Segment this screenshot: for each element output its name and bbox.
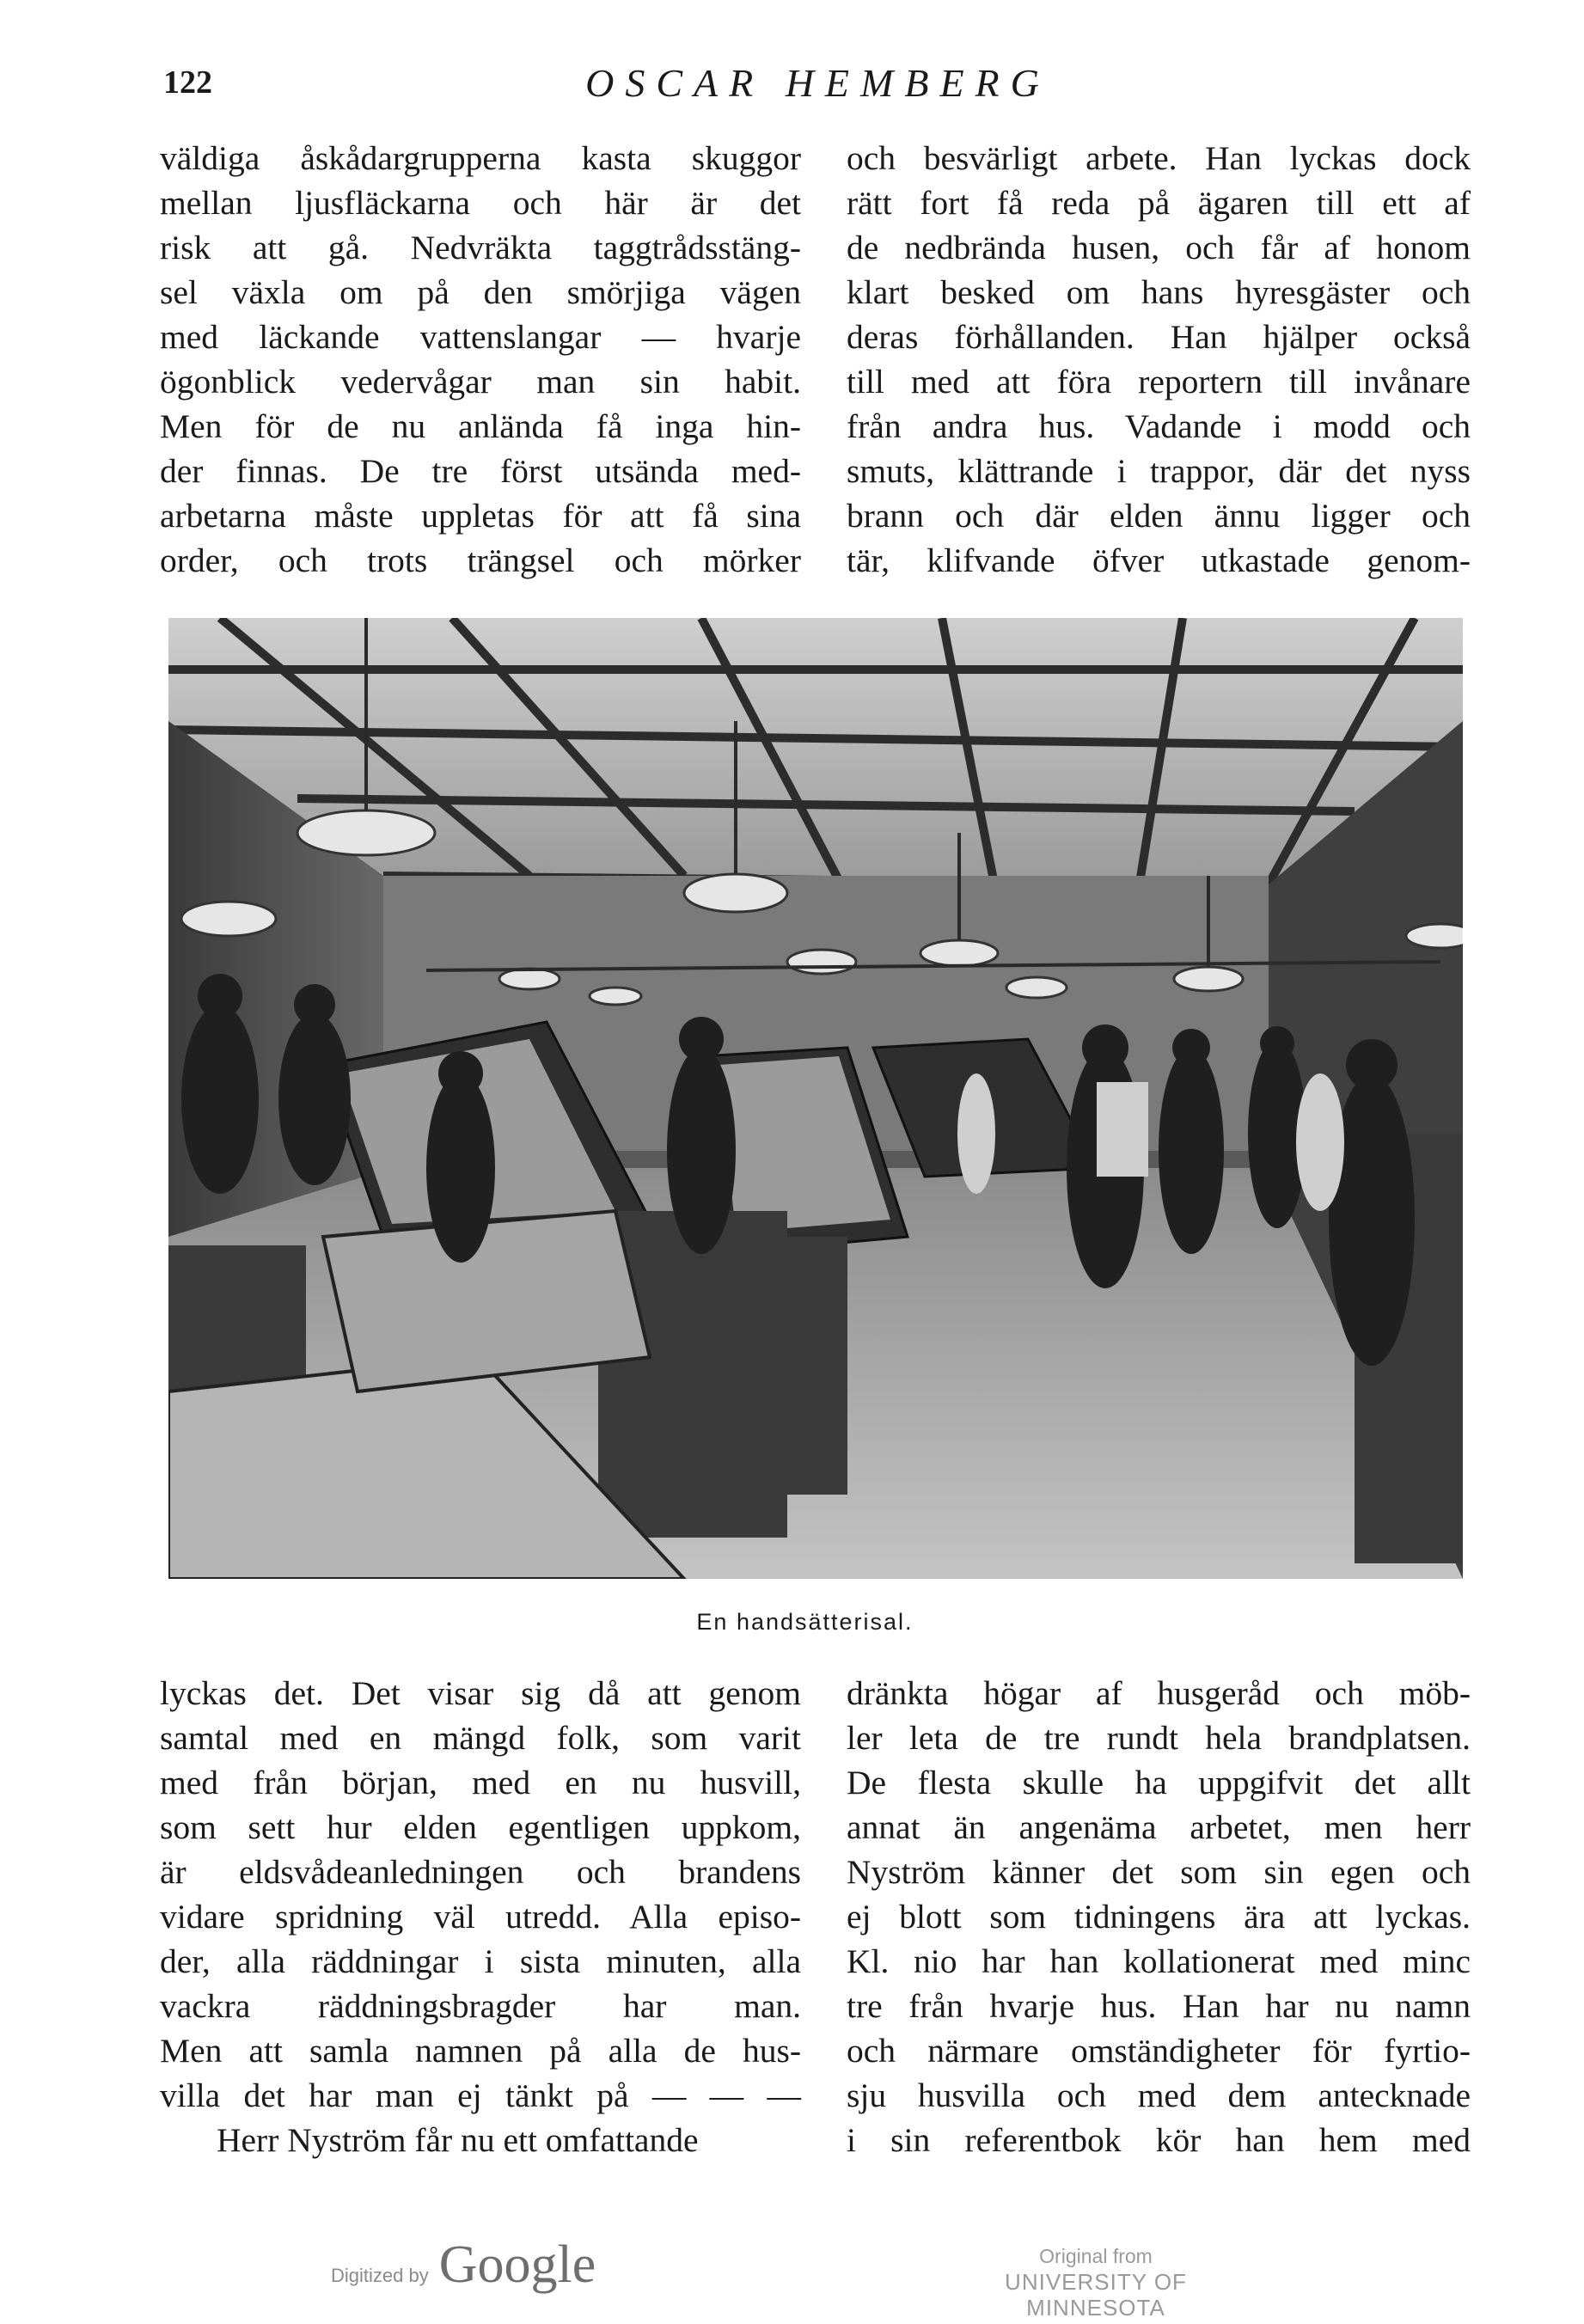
text-line: Kl. nio har han kollationerat med minc	[847, 1942, 1471, 1980]
column-top-left	[160, 136, 801, 583]
text-line: der finnas. De tre först utsända med-	[160, 452, 801, 490]
text-line: dränkta högar af husgeråd och möb-	[847, 1674, 1471, 1712]
text-line: vackra räddningsbragder har man.	[160, 1987, 801, 2025]
text-line: vidare spridning väl utredd. Alla episo-	[160, 1898, 801, 1936]
page-number: 122	[163, 64, 212, 101]
column-bottom-right	[847, 1671, 1471, 2162]
google-logo: Google	[438, 2235, 596, 2294]
digitized-by-label: Digitized by	[331, 2265, 429, 2286]
text-line: Men att samla namnen på alla de hus-	[160, 2032, 801, 2070]
column-top-right	[847, 136, 1471, 583]
text-line: Men för de nu anlända få inga hin-	[160, 407, 801, 445]
text-line: med från början, med en nu husvill,	[160, 1764, 801, 1801]
text-line: arbetarna måste uppletas för att få sina	[160, 497, 801, 535]
text-line: som sett hur elden egentligen uppkom,	[160, 1808, 801, 1846]
text-line: tär, klifvande öfver utkastade genom-	[847, 541, 1471, 579]
text-line: och närmare omständigheter för fyrtio-	[847, 2032, 1471, 2070]
text-line: med läckande vattenslangar — hvarje	[160, 318, 801, 356]
photo-typesetting-hall	[168, 618, 1463, 1579]
text-line: annat än angenäma arbetet, men herr	[847, 1808, 1471, 1846]
text-line: från andra hus. Vadande i modd och	[847, 407, 1471, 445]
footer-digitized-by	[331, 2235, 596, 2296]
text-line: sel växla om på den smörjiga vägen	[160, 273, 801, 311]
text-line: De flesta skulle ha uppgifvit det allt	[847, 1764, 1471, 1801]
text-line: order, och trots trängsel och mörker	[160, 541, 801, 579]
text-line: ej blott som tidningens ära att lyckas.	[847, 1898, 1471, 1936]
text-line: väldiga åskådargrupperna kasta skuggor	[160, 139, 801, 177]
institution-label: UNIVERSITY OF MINNESOTA	[1005, 2269, 1187, 2321]
text-line: Herr Nyström får nu ett omfattande	[217, 2121, 699, 2159]
text-line: ögonblick vedervågar man sin habit.	[160, 363, 801, 401]
text-line: tre från hvarje hus. Han har nu namn	[847, 1987, 1471, 2025]
text-line: i sin referentbok kör han hem med	[847, 2121, 1471, 2159]
text-line: smuts, klättrande i trappor, där det nyss	[847, 452, 1471, 490]
text-line: klart besked om hans hyresgäster och	[847, 273, 1471, 311]
text-line: och besvärligt arbete. Han lyckas dock	[847, 139, 1471, 177]
text-line: mellan ljusfläckarna och här är det	[160, 184, 801, 222]
text-line: till med att föra reportern till invånare	[847, 363, 1471, 401]
text-line: der, alla räddningar i sista minuten, alla	[160, 1942, 801, 1980]
text-line: lyckas det. Det visar sig då att genom	[160, 1674, 801, 1712]
text-line: Nyström känner det som sin egen och	[847, 1853, 1471, 1891]
text-line: ler leta de tre rundt hela brandplatsen.	[847, 1719, 1471, 1757]
text-line: sju husvilla och med dem antecknade	[847, 2076, 1471, 2114]
text-line: risk att gå. Nedvräkta taggtrådsstäng-	[160, 229, 801, 266]
footer-original-from	[941, 2243, 1251, 2321]
text-line: är eldsvådeanledningen och brandens	[160, 1853, 801, 1891]
original-from-label: Original from	[1039, 2245, 1153, 2267]
text-line: de nedbrända husen, och får af honom	[847, 229, 1471, 266]
figure-caption: En handsätterisal.	[696, 1609, 914, 1635]
text-line: brann och där elden ännu ligger och	[847, 497, 1471, 535]
text-line: villa det har man ej tänkt på — — —	[160, 2076, 801, 2114]
text-line: samtal med en mängd folk, som varit	[160, 1719, 801, 1757]
text-line: rätt fort få reda på ägaren till ett af	[847, 184, 1471, 222]
text-line: deras förhållanden. Han hjälper också	[847, 318, 1471, 356]
column-bottom-left	[160, 1671, 801, 2162]
running-head: OSCAR HEMBERG	[585, 61, 1050, 105]
